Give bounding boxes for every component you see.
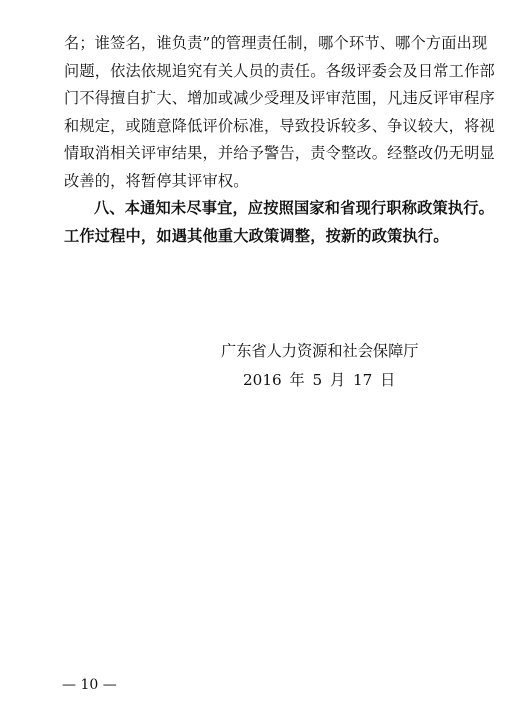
page-number: — 10 — [62,677,117,693]
paragraph-line: 情取消相关评审结果，并给予警告，责令整改。经整改仍无明显 [64,144,495,162]
paragraph-accountability [64,30,495,195]
paragraph-line: 改善的，将暂停其评审权。 [64,171,249,190]
signature-date [0,368,518,392]
paragraph-line: 问题，依法依规追究有关人员的责任。各级评委会及日常工作部 [64,61,495,80]
paragraph-section-eight [64,195,495,250]
signature-organization [0,339,518,363]
paragraph-line: 工作过程中，如遇其他重大政策调整，按新的政策执行。 [64,226,449,245]
organization-name: 广东省人力资源和社会保障厅 [221,342,419,360]
paragraph-line: 和规定，或随意降低评价标准，导致投诉较多、争议较大，将视 [64,116,495,135]
paragraph-line: 八、本通知未尽事宜，应按照国家和省现行职称政策执行。 [94,199,495,217]
document-body [64,30,495,250]
issue-date: 2016 年 5 月 17 日 [243,371,396,389]
paragraph-line: 名；谁签名，谁负责”的管理责任制，哪个环节、哪个方面出现 [64,34,488,52]
paragraph-line: 门不得擅自扩大、增加或减少受理及评审范围，凡违反评审程序 [64,89,495,107]
